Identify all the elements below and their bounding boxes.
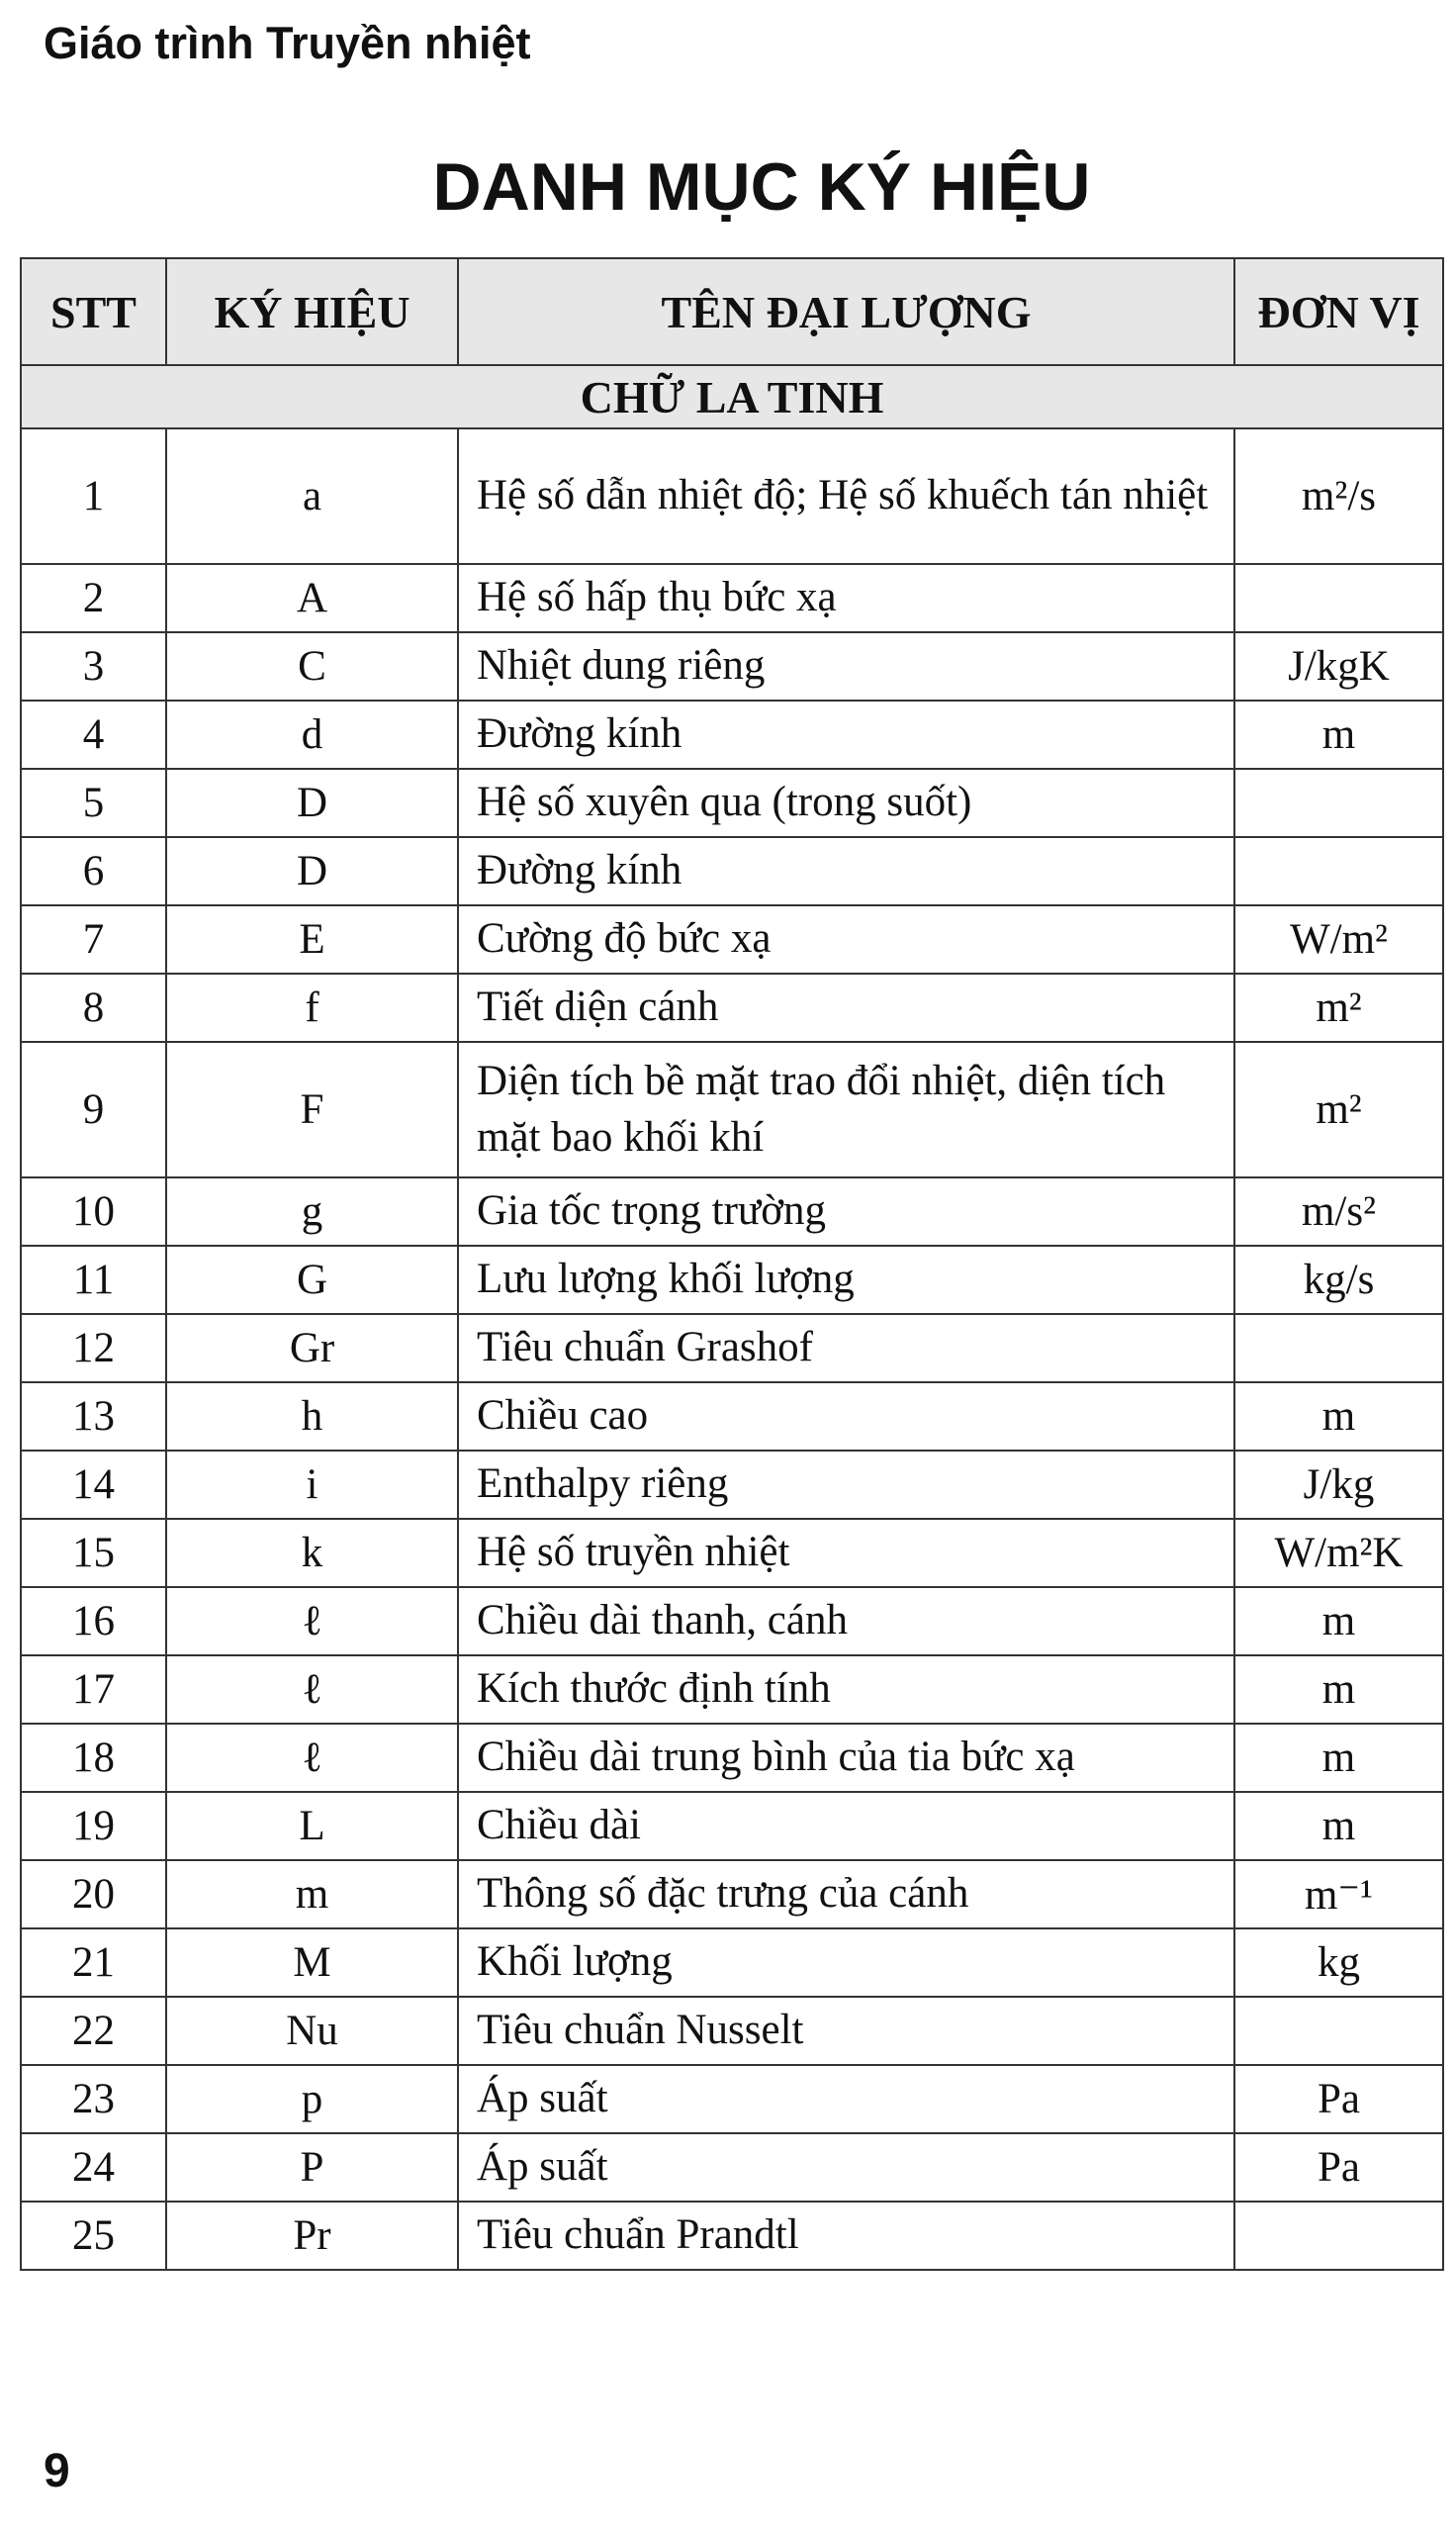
book-title: Giáo trình Truyền nhiệt: [44, 18, 531, 68]
cell-name: Hệ số truyền nhiệt: [458, 1519, 1234, 1587]
cell-unit: [1234, 2202, 1443, 2270]
table-row: [21, 1177, 1443, 1246]
table-row: [21, 1724, 1443, 1792]
cell-name: Hệ số xuyên qua (trong suốt): [458, 769, 1234, 837]
cell-name: Chiều dài thanh, cánh: [458, 1587, 1234, 1655]
cell-stt: 23: [21, 2065, 166, 2133]
cell-stt: 17: [21, 1655, 166, 1724]
cell-stt: 20: [21, 1860, 166, 1928]
table-row: [21, 428, 1443, 564]
cell-stt: 1: [21, 428, 166, 564]
table-row: [21, 1928, 1443, 1997]
table-row: [21, 974, 1443, 1042]
cell-stt: 8: [21, 974, 166, 1042]
cell-symbol: Pr: [166, 2202, 458, 2270]
cell-symbol: D: [166, 837, 458, 905]
cell-symbol: C: [166, 632, 458, 701]
cell-stt: 19: [21, 1792, 166, 1860]
symbols-table: [20, 257, 1444, 2271]
cell-name: Cường độ bức xạ: [458, 905, 1234, 974]
cell-stt: 13: [21, 1382, 166, 1451]
cell-name: Chiều dài trung bình của tia bức xạ: [458, 1724, 1234, 1792]
cell-symbol: g: [166, 1177, 458, 1246]
cell-symbol: d: [166, 701, 458, 769]
cell-unit: W/m²: [1234, 905, 1443, 974]
cell-stt: 11: [21, 1246, 166, 1314]
cell-symbol: F: [166, 1042, 458, 1177]
cell-unit: J/kg: [1234, 1451, 1443, 1519]
cell-symbol: i: [166, 1451, 458, 1519]
page-title: DANH MỤC KÝ HIỆU: [432, 149, 1091, 225]
cell-stt: 18: [21, 1724, 166, 1792]
table-row: [21, 1451, 1443, 1519]
cell-name: Kích thước định tính: [458, 1655, 1234, 1724]
table-row: [21, 905, 1443, 974]
cell-unit: [1234, 769, 1443, 837]
cell-unit: m: [1234, 1587, 1443, 1655]
cell-unit: m²: [1234, 974, 1443, 1042]
table-row: [21, 2202, 1443, 2270]
cell-unit: m: [1234, 1655, 1443, 1724]
cell-symbol: Gr: [166, 1314, 458, 1382]
cell-symbol: A: [166, 564, 458, 632]
table-row: [21, 837, 1443, 905]
cell-stt: 14: [21, 1451, 166, 1519]
table-body: [21, 365, 1443, 2270]
cell-unit: m/s²: [1234, 1177, 1443, 1246]
cell-name: Đường kính: [458, 837, 1234, 905]
cell-stt: 21: [21, 1928, 166, 1997]
section-title: CHỮ LA TINH: [21, 365, 1443, 428]
cell-unit: Pa: [1234, 2133, 1443, 2202]
cell-name: Tiêu chuẩn Prandtl: [458, 2202, 1234, 2270]
cell-stt: 24: [21, 2133, 166, 2202]
cell-symbol: L: [166, 1792, 458, 1860]
cell-stt: 22: [21, 1997, 166, 2065]
cell-symbol: p: [166, 2065, 458, 2133]
table-row: [21, 1042, 1443, 1177]
cell-name: Lưu lượng khối lượng: [458, 1246, 1234, 1314]
column-header-symbol: KÝ HIỆU: [166, 258, 458, 365]
cell-unit: W/m²K: [1234, 1519, 1443, 1587]
table-row: [21, 1587, 1443, 1655]
table-row: [21, 1246, 1443, 1314]
table-row: [21, 769, 1443, 837]
cell-name: Đường kính: [458, 701, 1234, 769]
cell-unit: kg: [1234, 1928, 1443, 1997]
cell-name: Tiêu chuẩn Grashof: [458, 1314, 1234, 1382]
cell-unit: m: [1234, 1792, 1443, 1860]
cell-stt: 16: [21, 1587, 166, 1655]
cell-unit: [1234, 564, 1443, 632]
cell-name: Áp suất: [458, 2133, 1234, 2202]
column-header-unit: ĐƠN VỊ: [1234, 258, 1443, 365]
cell-unit: J/kgK: [1234, 632, 1443, 701]
cell-unit: [1234, 837, 1443, 905]
table-row: [21, 1655, 1443, 1724]
cell-unit: Pa: [1234, 2065, 1443, 2133]
cell-name: Tiêu chuẩn Nusselt: [458, 1997, 1234, 2065]
cell-stt: 3: [21, 632, 166, 701]
table-row: [21, 2133, 1443, 2202]
cell-stt: 10: [21, 1177, 166, 1246]
table-row: [21, 1860, 1443, 1928]
table-row: [21, 2065, 1443, 2133]
cell-unit: [1234, 1997, 1443, 2065]
cell-stt: 25: [21, 2202, 166, 2270]
cell-symbol: ℓ: [166, 1655, 458, 1724]
cell-stt: 7: [21, 905, 166, 974]
table-row: [21, 1382, 1443, 1451]
cell-symbol: ℓ: [166, 1587, 458, 1655]
cell-stt: 9: [21, 1042, 166, 1177]
cell-symbol: h: [166, 1382, 458, 1451]
cell-unit: kg/s: [1234, 1246, 1443, 1314]
cell-stt: 15: [21, 1519, 166, 1587]
cell-symbol: Nu: [166, 1997, 458, 2065]
cell-unit: m²: [1234, 1042, 1443, 1177]
table-row: [21, 701, 1443, 769]
cell-symbol: a: [166, 428, 458, 564]
table-header: [21, 258, 1443, 365]
cell-stt: 4: [21, 701, 166, 769]
cell-symbol: E: [166, 905, 458, 974]
cell-name: Áp suất: [458, 2065, 1234, 2133]
table-row: [21, 1314, 1443, 1382]
cell-symbol: M: [166, 1928, 458, 1997]
cell-stt: 2: [21, 564, 166, 632]
cell-stt: 12: [21, 1314, 166, 1382]
cell-name: Gia tốc trọng trường: [458, 1177, 1234, 1246]
cell-name: Khối lượng: [458, 1928, 1234, 1997]
cell-name: Chiều dài: [458, 1792, 1234, 1860]
cell-stt: 5: [21, 769, 166, 837]
cell-name: Enthalpy riêng: [458, 1451, 1234, 1519]
cell-name: Nhiệt dung riêng: [458, 632, 1234, 701]
page-number: 9: [44, 2445, 70, 2497]
cell-symbol: D: [166, 769, 458, 837]
table-row: [21, 632, 1443, 701]
table-row: [21, 564, 1443, 632]
cell-unit: m²/s: [1234, 428, 1443, 564]
cell-name: Hệ số dẫn nhiệt độ; Hệ số khuếch tán nhiệt: [458, 428, 1234, 564]
table-row: [21, 1519, 1443, 1587]
cell-unit: m: [1234, 1724, 1443, 1792]
cell-symbol: P: [166, 2133, 458, 2202]
cell-unit: [1234, 1314, 1443, 1382]
cell-symbol: k: [166, 1519, 458, 1587]
table-row: [21, 1792, 1443, 1860]
cell-name: Hệ số hấp thụ bức xạ: [458, 564, 1234, 632]
cell-symbol: m: [166, 1860, 458, 1928]
cell-unit: m: [1234, 701, 1443, 769]
cell-symbol: G: [166, 1246, 458, 1314]
cell-stt: 6: [21, 837, 166, 905]
cell-unit: m: [1234, 1382, 1443, 1451]
column-header-name: TÊN ĐẠI LƯỢNG: [458, 258, 1234, 365]
cell-name: Diện tích bề mặt trao đổi nhiệt, diện tích mặt bao khối khí: [458, 1042, 1234, 1177]
cell-symbol: f: [166, 974, 458, 1042]
cell-name: Tiết diện cánh: [458, 974, 1234, 1042]
table-row: [21, 1997, 1443, 2065]
cell-unit: m⁻¹: [1234, 1860, 1443, 1928]
section-row: [21, 365, 1443, 428]
cell-name: Thông số đặc trưng của cánh: [458, 1860, 1234, 1928]
cell-name: Chiều cao: [458, 1382, 1234, 1451]
cell-symbol: ℓ: [166, 1724, 458, 1792]
column-header-stt: STT: [21, 258, 166, 365]
